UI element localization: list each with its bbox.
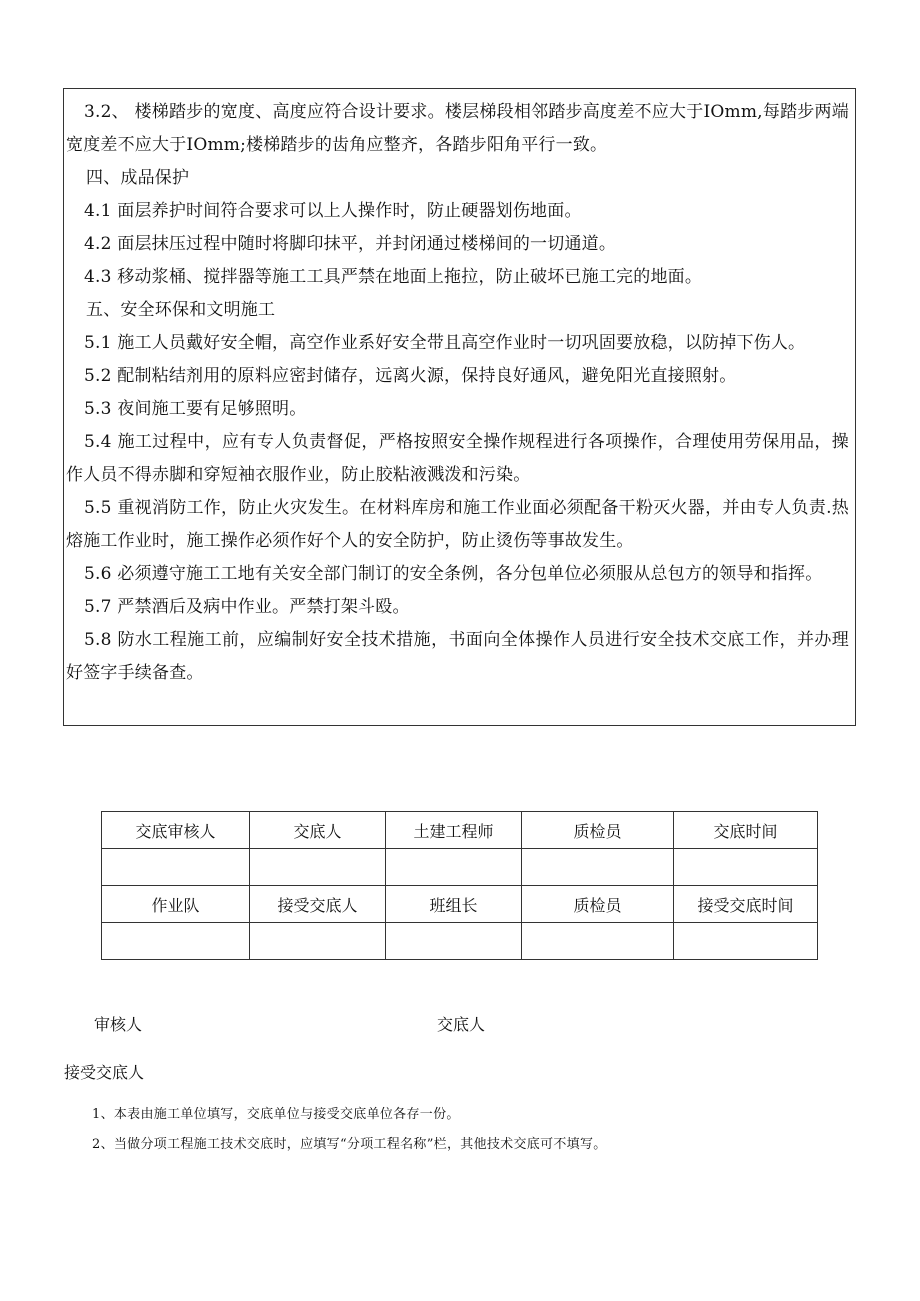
input-cell[interactable] (250, 849, 386, 886)
reviewer-label: 审核人 (94, 1015, 143, 1034)
section-heading-safety-environment: 五、安全环保和文明施工 (86, 300, 276, 320)
paragraph-4-2: 4.2 面层抹压过程中随时将脚印抹平，并封闭通过楼梯间的一切通道。 (84, 234, 617, 254)
header-cell-receiver: 接受交底人 (250, 886, 386, 923)
header-cell-quality-inspector-2: 质检员 (522, 886, 674, 923)
table-row-blank-1 (102, 849, 818, 886)
input-cell[interactable] (522, 849, 674, 886)
sign-off-table (101, 811, 818, 960)
table-row-header-2 (102, 886, 818, 923)
header-cell-team-leader: 班组长 (386, 886, 522, 923)
paragraph-3-2: 3.2、 楼梯踏步的宽度、高度应符合设计要求。楼层梯段相邻踏步高度差不应大于IOmm,每踏步两端宽度差不应大于IOmm;楼梯踏步的齿角应整齐，各踏步阳角平行一致。 (66, 102, 849, 155)
input-cell[interactable] (102, 849, 250, 886)
paragraph-5-8: 5.8 防水工程施工前，应编制好安全技术措施，书面向全体操作人员进行安全技术交底工作，并办理好签字手续备查。 (66, 630, 849, 683)
header-cell-receive-time: 接受交底时间 (674, 886, 818, 923)
paragraph-5-3: 5.3 夜间施工要有足够照明。 (84, 399, 307, 419)
paragraph-5-6: 5.6 必须遵守施工工地有关安全部门制订的安全条例，各分包单位必须服从总包方的领导和指挥。 (84, 564, 823, 584)
header-cell-civil-engineer: 土建工程师 (386, 812, 522, 849)
header-cell-handover-time: 交底时间 (674, 812, 818, 849)
input-cell[interactable] (386, 923, 522, 960)
paragraph-5-2: 5.2 配制粘结剂用的原料应密封储存，远离火源，保持良好通风，避免阳光直接照射。 (84, 366, 737, 386)
paragraph-5-7: 5.7 严禁酒后及病中作业。严禁打架斗殴。 (84, 597, 410, 617)
input-cell[interactable] (250, 923, 386, 960)
input-cell[interactable] (674, 923, 818, 960)
header-cell-review-person: 交底审核人 (102, 812, 250, 849)
content-box (63, 88, 856, 726)
table-row-blank-2 (102, 923, 818, 960)
paragraph-5-5: 5.5 重视消防工作，防止火灾发生。在材料库房和施工作业面必须配备干粉灭火器，并由专人负责.热熔施工作业时，施工操作必须作好个人的安全防护，防止烫伤等事故发生。 (66, 498, 849, 551)
header-cell-work-team: 作业队 (102, 886, 250, 923)
presenter-label: 交底人 (437, 1015, 486, 1034)
input-cell[interactable] (386, 849, 522, 886)
input-cell[interactable] (522, 923, 674, 960)
section-heading-finished-product-protection: 四、成品保护 (86, 168, 190, 188)
paragraph-5-1: 5.1 施工人员戴好安全帽，高空作业系好安全带且高空作业时一切巩固要放稳，以防掉下伤人。 (84, 333, 806, 353)
header-cell-quality-inspector: 质检员 (522, 812, 674, 849)
paragraph-4-1: 4.1 面层养护时间符合要求可以上人操作时，防止硬器划伤地面。 (84, 201, 582, 221)
input-cell[interactable] (674, 849, 818, 886)
footnote-1: 1、本表由施工单位填写，交底单位与接受交底单位各存一份。 (92, 1107, 460, 1122)
receiver-label: 接受交底人 (64, 1063, 145, 1082)
input-cell[interactable] (102, 923, 250, 960)
paragraph-4-3: 4.3 移动浆桶、搅拌器等施工工具严禁在地面上拖拉，防止破坏已施工完的地面。 (84, 267, 703, 287)
paragraph-5-4: 5.4 施工过程中，应有专人负责督促，严格按照安全操作规程进行各项操作，合理使用劳保用品，操作人员不得赤脚和穿短袖衣服作业，防止胶粘液溅泼和污染。 (66, 432, 849, 485)
footnote-2: 2、当做分项工程施工技术交底时，应填写“分项工程名称”栏，其他技术交底可不填写。 (92, 1137, 607, 1152)
table-row-header-1 (102, 812, 818, 849)
header-cell-presenter: 交底人 (250, 812, 386, 849)
